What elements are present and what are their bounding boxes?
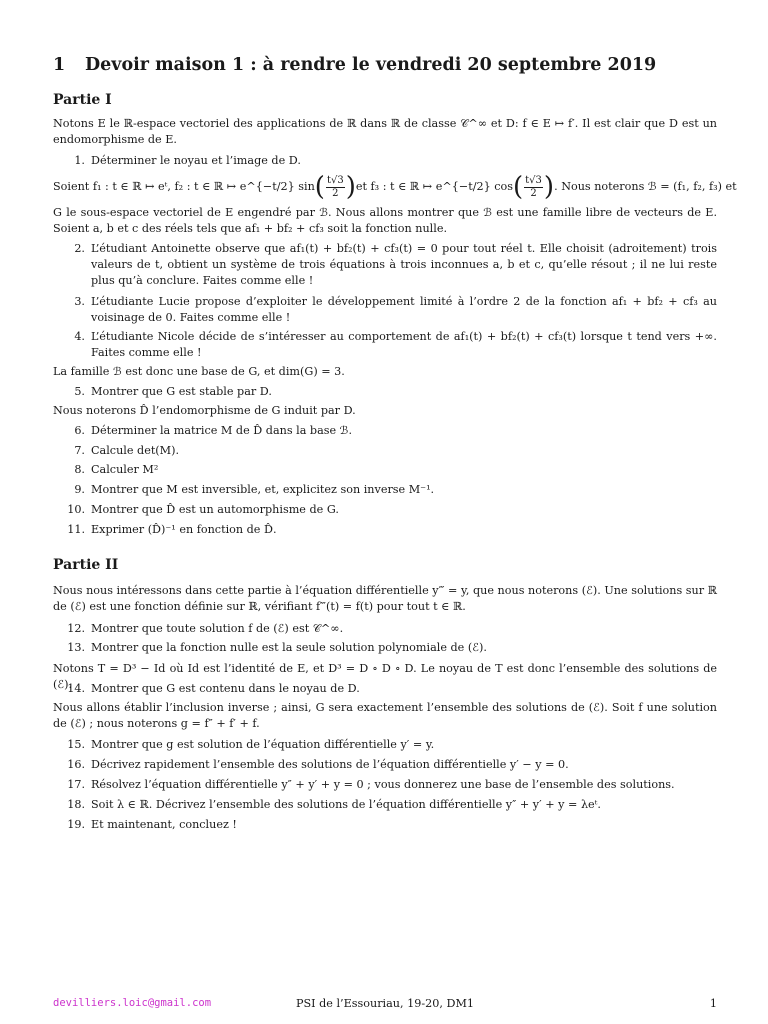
question-1: 1. Déterminer le noyau et l’image de D. [74,154,301,167]
question-12: 12. Montrer que toute solution f de (ℰ) est 𝒞^∞. [67,622,344,635]
section-number: 1 [53,55,66,75]
fraction-sin: $\frac{t√3}{2}$ [326,175,344,199]
fraction-cos: $\frac{t√3}{2}$ [525,175,542,199]
inverse-inclusion: Nous allons établir l’inclusion inverse ; ainsi, G sera exactement l’ensemble des solutions de (ℰ). Soit f une solution de (ℰ) ; nous noterons g = f″ + f′ + f. [53,701,717,730]
question-6: 6. Déterminer la matrice M de D̂ dans la base ℬ. [74,424,353,437]
question-17: 17. Résolvez l’équation différentielle y″ + y′ + y = 0 ; vous donnerez une base de l’ensemble des solutions. [67,778,675,791]
question-14: 14. Montrer que G est contenu dans le noyau de D. [67,682,360,695]
notation-T: Notons T = D³ − Id où Id est l’identité de E, et D³ = D ∘ D ∘ D. Le noyau de T est donc l’ensemble des solutions de (ℰ). [53,662,717,691]
question-3: 3. L’étudiante Lucie propose d’exploiter le développement limité à l’ordre 2 de la fonction af₁ + bf₂ + cf₃ au voisinage de 0. Faites comme elle ! [74,295,717,324]
document-title [53,53,656,78]
part2-intro: Nous nous intéressons dans cette partie à l’équation différentielle y‴ = y, que nous noterons (ℰ). Une solutions sur ℝ de (ℰ) est une fonction définie sur ℝ, vérifiant f‴(t) = f(t) pour tout t ∈ ℝ. [53,584,717,613]
title-text: Devoir maison 1 : à rendre le vendredi 20 septembre 2019 [85,55,657,75]
induced-endomorphism: Nous noterons D̂ l’endomorphisme de G induit par D. [53,404,356,417]
part1-intro: Notons E le ℝ-espace vectoriel des applications de ℝ dans ℝ de classe 𝒞^∞ et D: f ∈ E ↦ f′. Il est clair que D est un endomorphisme de E. [53,117,717,146]
functions-definition: Soient f₁ : t ∈ ℝ ↦ eᵗ, f₂ : t ∈ ℝ ↦ e^{−t/2} sin ( $\frac{t√3}{2}$ ) et f₃ : t ∈ ℝ ↦ e^{−t/2} cos ( $\frac{t√3}{2}$ ) . Nous noterons ℬ = (f₁, f₂, f₃) et [53,172,737,202]
question-11: 11. Exprimer (D̂)⁻¹ en fonction de D̂. [67,523,277,536]
question-18: 18. Soit λ ∈ ℝ. Décrivez l’ensemble des solutions de l’équation différentielle y″ + y′ + y = λeᵗ. [67,798,601,811]
question-7: 7. Calcule det(M). [74,444,180,457]
part1-heading: Partie I [53,92,112,108]
question-10: 10. Montrer que D̂ est un automorphisme de G. [67,503,339,516]
footer-course: PSI de l’Essouriau, 19-20, DM1 [295,997,475,1010]
functions-continuation: G le sous-espace vectoriel de E engendré par ℬ. Nous allons montrer que ℬ est une famille libre de vecteurs de E. Soient a, b et c des réels tels que af₁ + bf₂ + cf₃ soit la fonction nulle. [53,206,717,235]
part2-heading: Partie II [53,557,119,573]
question-16: 16. Décrivez rapidement l’ensemble des solutions de l’équation différentielle y′ − y = 0. [67,758,569,771]
page-number: 1 [709,997,717,1010]
question-8: 8. Calculer M² [74,463,159,476]
question-15: 15. Montrer que g est solution de l’équation différentielle y′ = y. [67,738,435,751]
author-email-link[interactable]: devilliers.loic@gmail.com [53,997,212,1009]
question-5: 5. Montrer que G est stable par D. [74,385,272,398]
question-9: 9. Montrer que M est inversible, et, explicitez son inverse M⁻¹. [74,483,435,496]
question-2: 2. L’étudiant Antoinette observe que af₁(t) + bf₂(t) + cf₃(t) = 0 pour tout réel t. Elle choisit (adroitement) trois valeurs de t, obtient un système de trois équations à trois inconnues a, b et c, qu’elle résout ; il ne lui reste plus qu’à conclure. Faites comme elle ! [74,242,717,287]
question-4: 4. L’étudiante Nicole décide de s’intéresser au comportement de af₁(t) + bf₂(t) + cf₃(t) lorsque t tend vers +∞. Faites comme elle ! [74,330,717,359]
question-19: 19. Et maintenant, concluez ! [67,818,237,831]
question-13: 13. Montrer que la fonction nulle est la seule solution polynomiale de (ℰ). [67,641,487,654]
basis-statement: La famille ℬ est donc une base de G, et dim(G) = 3. [53,365,345,378]
